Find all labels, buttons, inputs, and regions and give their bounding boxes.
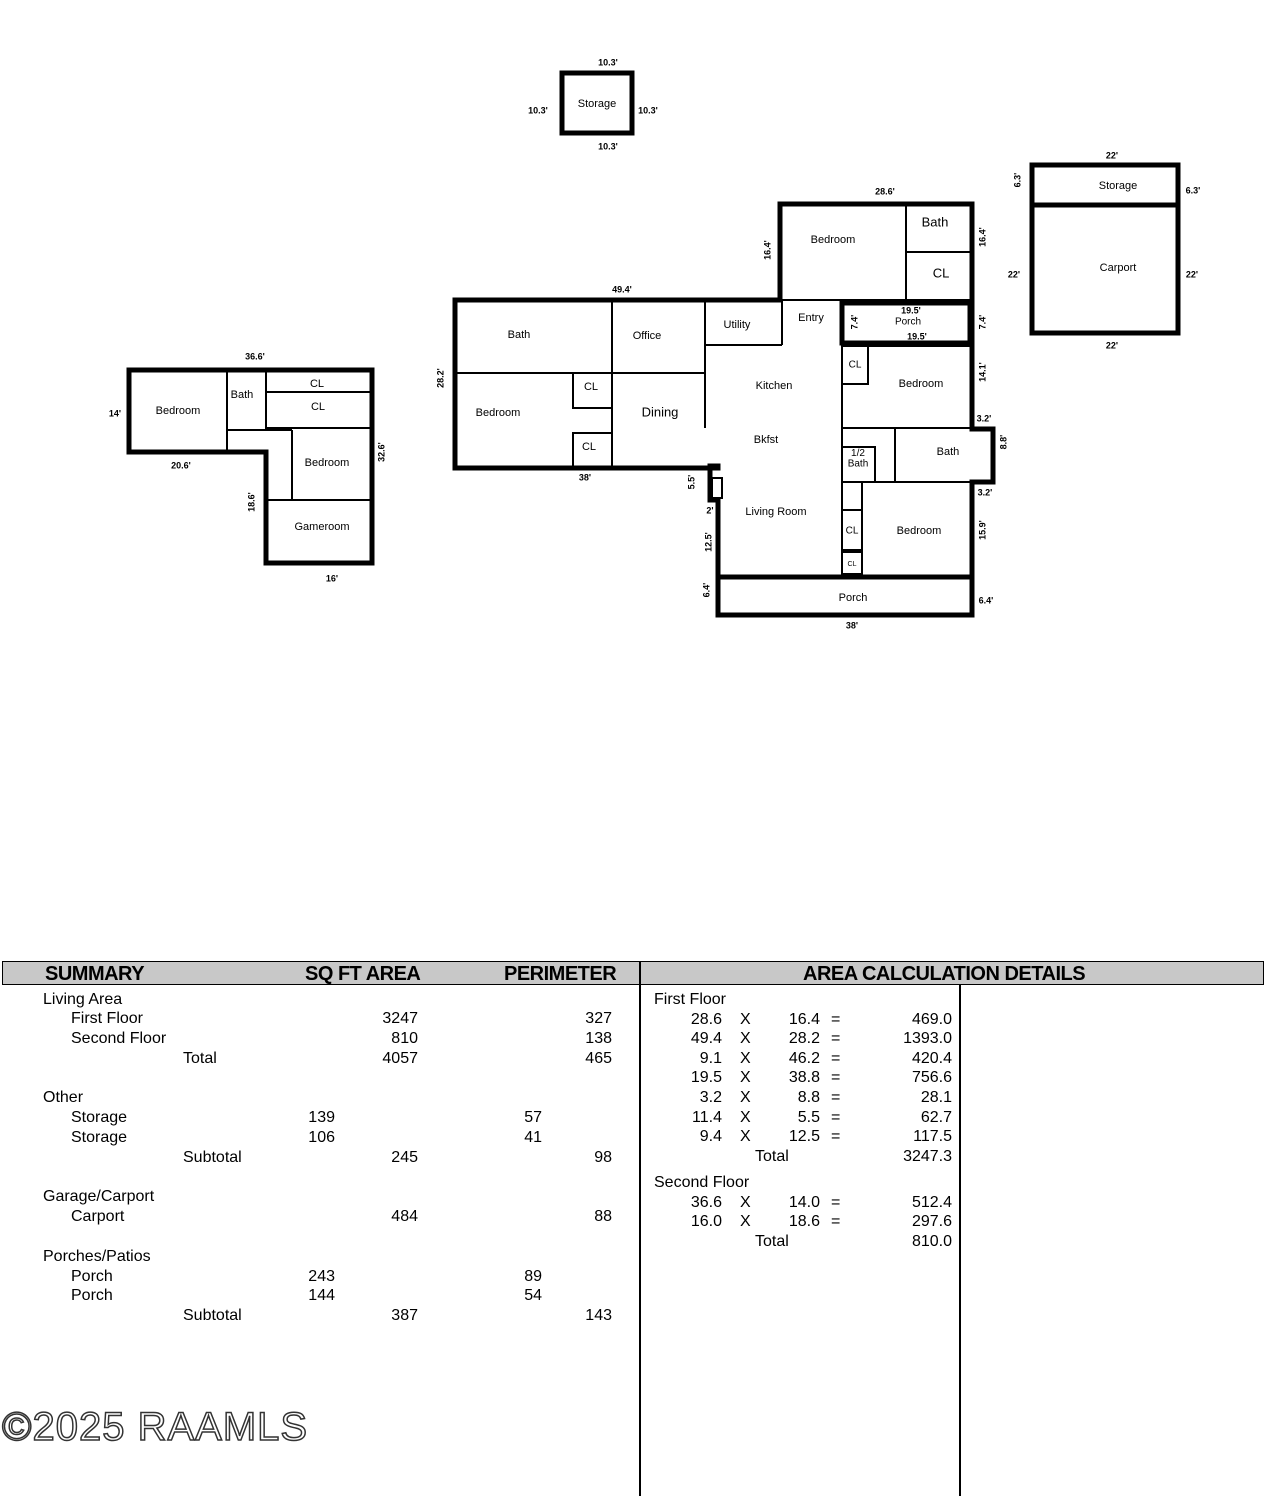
detail-cell: 14.0 [788, 1193, 820, 1211]
summary-cell: Subtotal [183, 1307, 242, 1324]
dim-label: 7.4' [849, 314, 860, 330]
summary-cell: 88 [594, 1208, 612, 1225]
dim-label: 15.9' [977, 520, 988, 540]
dim-label: 14' [108, 408, 122, 419]
dim-label: 36.6' [245, 351, 265, 362]
detail-cell: X [740, 1049, 751, 1067]
detail-cell: X [740, 1108, 751, 1126]
dim-label: 38' [578, 472, 592, 483]
dim-label: 49.4' [612, 284, 632, 295]
dim-label: 6.4' [978, 595, 994, 606]
summary-cell: Subtotal [183, 1149, 242, 1166]
detail-cell: Second Floor [654, 1174, 750, 1191]
detail-cell: 297.6 [911, 1213, 952, 1231]
summary-cell: 3247 [382, 1010, 418, 1027]
detail-cell: 28.6 [690, 1010, 722, 1028]
dim-label: 28.6' [875, 186, 895, 197]
summary-cell: 106 [308, 1129, 335, 1146]
detail-cell: X [740, 1089, 751, 1106]
summary-cell: 484 [391, 1208, 418, 1225]
detail-cell: 28.2 [788, 1030, 820, 1048]
detail-cell: First Floor [654, 991, 726, 1008]
dim-label: 6.3' [1185, 185, 1201, 196]
detail-cell: X [740, 1030, 751, 1048]
perimeter-header: PERIMETER [504, 963, 617, 985]
dim-label: 6.4' [701, 582, 712, 598]
room-label: Office [632, 329, 662, 342]
summary-cell: 41 [524, 1129, 542, 1146]
dim-label: 22' [1105, 340, 1119, 351]
dim-label: 3.2' [976, 413, 992, 424]
room-label: Carport [1099, 261, 1137, 274]
summary-cell: 139 [308, 1109, 335, 1126]
summary-cell: Carport [71, 1208, 125, 1225]
room-label: CL [845, 525, 859, 537]
room-label: CL [309, 377, 325, 390]
summary-cell: 89 [524, 1268, 542, 1285]
detail-cell: = [831, 1193, 841, 1211]
detail-cell: Total [755, 1147, 789, 1165]
summary-cell: Total [183, 1050, 217, 1067]
detail-cell: 420.4 [911, 1049, 952, 1067]
summary-cell: 144 [308, 1287, 335, 1304]
room-label: Bedroom [304, 456, 350, 469]
room-label: CL [932, 265, 950, 281]
detail-cell: 9.1 [699, 1049, 722, 1067]
watermark: ©2025 RAAMLS [2, 1405, 309, 1449]
detail-cell: = [831, 1030, 841, 1048]
detail-cell: 11.4 [692, 1108, 722, 1126]
dim-label: 10.3' [598, 57, 618, 68]
detail-cell: 36.6 [690, 1193, 722, 1211]
dim-label: 7.4' [977, 314, 988, 330]
detail-cell: 19.5 [690, 1069, 722, 1087]
detail-cell: 49.4 [690, 1030, 722, 1048]
room-label: Storage [1098, 179, 1138, 192]
dim-label: 22' [1105, 150, 1119, 161]
dim-label: 28.2' [435, 368, 446, 388]
dim-label: 12.5' [703, 532, 714, 552]
detail-cell: 512.4 [911, 1193, 952, 1211]
table-header [2, 961, 1264, 985]
dim-label: 6.3' [1012, 172, 1023, 188]
detail-cell: 117.5 [913, 1128, 952, 1146]
summary-cell: 810 [391, 1030, 418, 1047]
summary-cell: 465 [585, 1050, 612, 1067]
dim-label: 32.6' [376, 442, 387, 462]
room-label: Porch [894, 316, 922, 328]
first-floor-plan [435, 186, 1008, 630]
detail-cell: 28.1 [920, 1089, 952, 1106]
summary-cell: Porch [71, 1287, 113, 1304]
dim-label: 5.5' [686, 474, 697, 490]
summary-cell: 245 [391, 1149, 418, 1166]
column-divider [639, 961, 641, 1496]
summary-cell: Second Floor [71, 1030, 167, 1047]
detail-cell: = [831, 1213, 841, 1231]
room-label: Bkfst [753, 433, 779, 446]
room-label: Kitchen [755, 379, 793, 392]
room-label: Bedroom [898, 377, 944, 390]
detail-cell: 46.2 [788, 1049, 820, 1067]
detail-cell: X [740, 1069, 751, 1087]
dim-label: 38' [845, 620, 859, 631]
summary-cell: Living Area [43, 991, 123, 1008]
carport-building [1008, 150, 1200, 350]
dim-label: 16.4' [977, 227, 988, 247]
detail-cell: 18.6 [788, 1213, 820, 1231]
room-label: Bath [230, 388, 254, 401]
room-label: Bedroom [896, 524, 942, 537]
dim-label: 16' [325, 573, 339, 584]
summary-cell: Garage/Carport [43, 1188, 155, 1205]
summary-cell: 243 [308, 1268, 335, 1285]
dim-label: 19.5' [907, 331, 927, 342]
room-label: Bath [507, 328, 531, 341]
storage-building [528, 57, 658, 151]
detail-cell: = [831, 1089, 841, 1106]
detail-cell: 469.0 [911, 1010, 952, 1028]
dim-label: 16.4' [762, 240, 773, 260]
detail-cell: 38.8 [788, 1069, 820, 1087]
room-label: Bedroom [475, 406, 521, 419]
summary-header: SUMMARY [45, 963, 145, 985]
summary-cell: Porches/Patios [43, 1248, 151, 1265]
room-label: CL [583, 380, 599, 393]
room-label: Bath [921, 214, 949, 230]
detail-total: 3247.3 [903, 1147, 952, 1165]
dim-label: 10.3' [598, 141, 618, 152]
dim-label: 22' [1185, 269, 1199, 280]
detail-cell: 3.2 [699, 1089, 722, 1106]
detail-cell: 1393.0 [903, 1030, 952, 1048]
summary-cell: Porch [71, 1268, 113, 1285]
room-label: Porch [838, 591, 868, 604]
floor-plan [0, 0, 1270, 660]
detail-cell: X [740, 1193, 751, 1211]
detail-cell: 12.5 [788, 1128, 820, 1146]
room-label: 1/2 Bath [847, 447, 869, 470]
detail-cell: = [831, 1010, 841, 1028]
room-label: Dining [641, 404, 679, 420]
detail-cell: 756.6 [911, 1069, 952, 1087]
detail-cell: = [831, 1069, 841, 1087]
dim-label: 3.2' [977, 487, 993, 498]
summary-cell: 57 [524, 1109, 542, 1126]
summary-cell: 98 [594, 1149, 612, 1166]
detail-cell: 16.4 [788, 1010, 820, 1028]
detail-cell: = [831, 1049, 841, 1067]
dim-label: 10.3' [638, 105, 658, 116]
dim-label: 22' [1007, 269, 1021, 280]
detail-cell: X [740, 1128, 751, 1146]
dim-label: 18.6' [246, 492, 257, 512]
room-label: Entry [798, 311, 824, 324]
second-floor-plan [109, 351, 386, 583]
detail-cell: 9.4 [699, 1128, 722, 1146]
dim-label: 19.5' [901, 305, 921, 316]
summary-cell: Other [43, 1089, 84, 1106]
room-label: Bedroom [810, 233, 856, 246]
detail-cell: 8.8 [797, 1089, 820, 1106]
column-divider [959, 985, 961, 1496]
detail-cell: X [740, 1010, 751, 1028]
summary-cell: 387 [391, 1307, 418, 1324]
room-label: Living Room [745, 505, 807, 518]
detail-cell: = [831, 1128, 841, 1146]
detail-cell: = [831, 1108, 841, 1126]
room-label: Bath [936, 445, 960, 458]
summary-cell: 138 [585, 1030, 612, 1047]
detail-cell: 62.7 [920, 1108, 952, 1126]
dim-label: 2' [706, 505, 714, 516]
dim-label: 14.1' [977, 362, 988, 382]
detail-cell: Total [755, 1232, 789, 1250]
room-label: Storage [577, 97, 617, 110]
detail-cell: X [740, 1213, 751, 1231]
room-label: CL [310, 400, 326, 413]
summary-cell: Storage [71, 1129, 128, 1146]
detail-cell: 5.5 [797, 1108, 820, 1126]
detail-cell: 16.0 [690, 1213, 722, 1231]
dim-label: 20.6' [171, 460, 191, 471]
summary-cell: Storage [71, 1109, 128, 1126]
room-label: Gameroom [294, 520, 350, 533]
area-header: SQ FT AREA [305, 963, 421, 985]
room-label: CL [581, 440, 597, 453]
summary-cell: 143 [585, 1307, 612, 1324]
room-label: Utility [723, 318, 751, 331]
summary-cell: First Floor [71, 1010, 143, 1027]
room-label: CL [848, 359, 862, 371]
detail-total: 810.0 [911, 1232, 952, 1250]
room-label: Bedroom [155, 404, 201, 417]
dim-label: 8.8' [998, 434, 1009, 450]
summary-cell: 54 [524, 1287, 542, 1304]
summary-cell: 4057 [382, 1050, 418, 1067]
dim-label: 10.3' [528, 105, 548, 116]
details-header: AREA CALCULATION DETAILS [803, 963, 1086, 985]
room-label: CL [847, 560, 857, 568]
summary-cell: 327 [585, 1010, 612, 1027]
